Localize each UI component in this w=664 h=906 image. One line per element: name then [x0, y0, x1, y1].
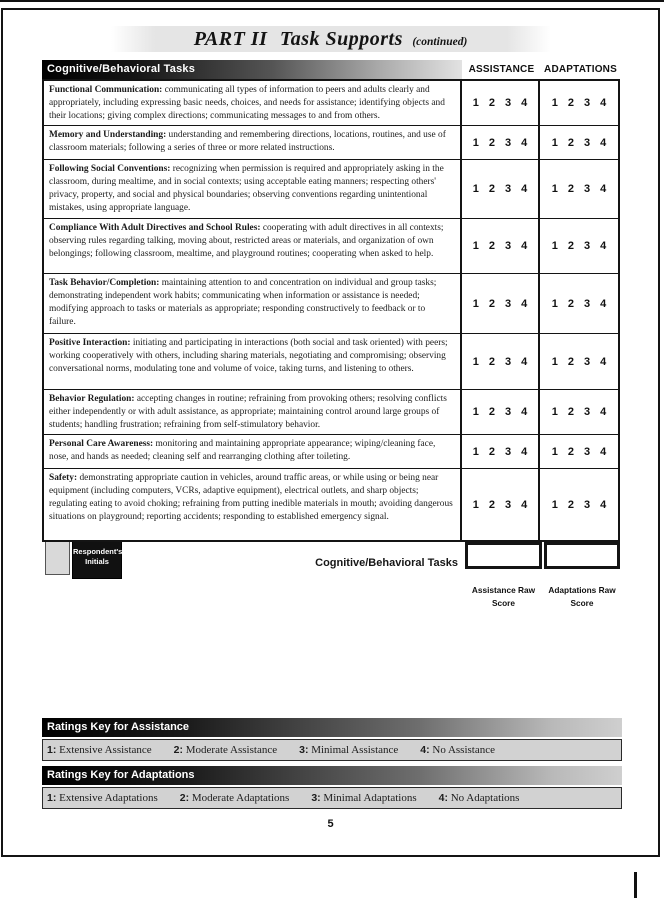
rating-number: 1	[472, 445, 479, 458]
rating-number: 4	[600, 406, 607, 418]
table-row	[44, 274, 618, 334]
rating-number: 1	[472, 183, 479, 195]
rating-number: 1	[551, 97, 558, 109]
title-continued: (continued)	[412, 36, 468, 48]
key-item: 3: Minimal Assistance	[299, 744, 399, 756]
rating-number: 1	[472, 97, 479, 109]
rating-number: 1	[551, 297, 558, 310]
respondents-initials-label: Respondent's Initials	[72, 542, 122, 579]
ratings-key-adaptations-items	[42, 787, 622, 809]
rating-number: 3	[584, 97, 591, 109]
task-label: Functional Communication:	[49, 85, 163, 95]
assistance-rating-cell	[462, 219, 540, 273]
rating-number: 4	[600, 240, 607, 252]
rating-number: 3	[584, 355, 591, 368]
assistance-rating-cell	[462, 469, 540, 540]
scan-edge-line	[0, 0, 664, 2]
rating-number: 4	[600, 183, 607, 195]
rating-number: 3	[505, 355, 512, 368]
task-description: initiating and participating in interactions (both social and task oriented) with peers; working cooperatively with others, including sharing materials, negotiating and compromising; observing conversational norms, modulating tone and volume of voice, taking turns, and listening to others.	[49, 338, 448, 374]
rating-number: 4	[600, 136, 607, 149]
adaptations-rating-cell	[540, 469, 618, 540]
rating-number: 3	[584, 240, 591, 252]
assistance-raw-score-box	[465, 542, 542, 569]
adaptations-rating-cell	[540, 274, 618, 333]
assistance-raw-score-label: Assistance Raw Score	[471, 585, 536, 609]
section-total-label: Cognitive/Behavioral Tasks	[315, 556, 458, 569]
adaptations-rating-cell	[540, 160, 618, 218]
adaptations-raw-score-box	[544, 542, 620, 569]
task-description: understanding and remembering directions, locations, routines, and use of classroom materials; following a series of three or more related instructions.	[49, 130, 446, 153]
rating-number: 4	[521, 445, 528, 458]
rating-number: 4	[600, 297, 607, 310]
rating-number: 2	[567, 97, 574, 109]
task-description: accepting changes in routine; refraining from provoking others; resolving conflicts either independently or with adult assistance, as appropriate; maintaining control around large groups of students; handling frustration; refraining from self-stimulatory behavior.	[49, 394, 447, 430]
column-header-assistance: ASSISTANCE	[468, 64, 535, 75]
rating-number: 4	[521, 297, 528, 310]
adaptations-rating-cell	[540, 81, 618, 125]
rating-number: 3	[505, 97, 512, 109]
rating-number: 2	[488, 445, 495, 458]
rating-number: 2	[488, 97, 495, 109]
key-item: 1: Extensive Adaptations	[47, 792, 158, 804]
rating-number: 2	[488, 498, 495, 511]
rating-number: 4	[521, 97, 528, 109]
task-label: Memory and Understanding:	[49, 130, 167, 140]
rating-number: 1	[551, 498, 558, 511]
table-row	[44, 390, 618, 435]
task-description-cell	[44, 469, 462, 540]
raw-score-labels	[42, 584, 620, 611]
table-row	[44, 219, 618, 274]
key-item: 1: Extensive Assistance	[47, 744, 152, 756]
rating-number: 2	[567, 355, 574, 368]
task-description-cell	[44, 274, 462, 333]
task-description: recognizing when permission is required and appropriately asking in the classroom, during mealtime, and in social contexts; using acceptable eating manners; respecting others' privacy, property, and social and physical boundaries; observing conventions regarding unintentional mistakes, using appropriate language.	[49, 164, 444, 213]
key-item: 2: Moderate Adaptations	[179, 792, 290, 804]
rating-number: 2	[567, 183, 574, 195]
rating-number: 2	[488, 183, 495, 195]
task-description-cell	[44, 160, 462, 218]
page-number: 5	[327, 818, 334, 830]
page-title	[111, 26, 551, 52]
ratings-keys	[42, 718, 622, 814]
rating-number: 2	[567, 240, 574, 252]
rating-number: 2	[488, 136, 495, 149]
task-description-cell	[44, 390, 462, 434]
adaptations-rating-cell	[540, 435, 618, 468]
rating-number: 3	[505, 406, 512, 418]
rating-number: 4	[600, 498, 607, 511]
assistance-rating-cell	[462, 334, 540, 389]
table-footer-row	[42, 542, 620, 579]
task-description-cell	[44, 81, 462, 125]
rating-number: 3	[505, 240, 512, 252]
adaptations-rating-cell	[540, 126, 618, 159]
page-border	[1, 8, 660, 857]
registration-mark	[634, 872, 637, 898]
table-row	[44, 334, 618, 390]
task-label: Safety:	[49, 473, 78, 483]
rating-number: 4	[521, 136, 528, 149]
rating-number: 2	[488, 355, 495, 368]
assistance-rating-cell	[462, 435, 540, 468]
rating-number: 4	[521, 240, 528, 252]
rating-number: 1	[472, 406, 479, 418]
rating-number: 4	[521, 355, 528, 368]
rating-number: 1	[472, 355, 479, 368]
rating-number: 3	[505, 297, 512, 310]
key-item: 4: No Adaptations	[438, 792, 520, 804]
rating-number: 4	[521, 183, 528, 195]
rating-number: 2	[488, 406, 495, 418]
task-description: monitoring and maintaining appropriate appearance; wiping/cleaning face, nose, and hands as needed; cleaning self and rearranging clothing after toileting.	[49, 439, 436, 462]
adaptations-raw-score-label: Adaptations Raw Score	[548, 585, 616, 609]
rating-number: 3	[505, 183, 512, 195]
assistance-rating-cell	[462, 160, 540, 218]
rating-number: 4	[521, 406, 528, 418]
rating-number: 1	[551, 445, 558, 458]
task-label: Personal Care Awareness:	[49, 439, 154, 449]
table-row	[44, 126, 618, 160]
rating-number: 2	[567, 445, 574, 458]
rating-number: 2	[567, 136, 574, 149]
ratings-key-adaptations-header: Ratings Key for Adaptations	[42, 766, 622, 785]
rating-number: 4	[600, 445, 607, 458]
rating-number: 1	[551, 136, 558, 149]
table-row	[44, 160, 618, 219]
task-description: cooperating with adult directives in all contexts; observing rules regarding talking, moving about, restricted areas or materials, and organization of own belongings; following classroom, mealtime, and playground routines; cooperating when asked to help.	[49, 223, 444, 259]
rating-number: 3	[584, 136, 591, 149]
rating-number: 3	[505, 445, 512, 458]
rating-number: 1	[472, 498, 479, 511]
column-header-adaptations: ADAPTATIONS	[544, 64, 617, 75]
rating-number: 3	[584, 297, 591, 310]
rating-number: 1	[551, 183, 558, 195]
adaptations-rating-cell	[540, 334, 618, 389]
rating-number: 2	[567, 498, 574, 511]
rating-number: 1	[472, 297, 479, 310]
rating-number: 2	[488, 297, 495, 310]
task-label: Task Behavior/Completion:	[49, 278, 160, 288]
ratings-key-assistance-items	[42, 739, 622, 761]
task-description-cell	[44, 435, 462, 468]
rating-number: 1	[551, 355, 558, 368]
rating-number: 2	[488, 240, 495, 252]
task-description: communicating all types of information to peers and adults clearly and appropriately, including expressing basic needs, choices, and needs for assistance; identifying objects and their locations; giving complex directions; communicating messages to and from others.	[49, 85, 445, 121]
assistance-rating-cell	[462, 81, 540, 125]
table-body	[42, 79, 620, 542]
rating-number: 1	[551, 406, 558, 418]
rating-number: 2	[567, 406, 574, 418]
key-item: 4: No Assistance	[420, 744, 496, 756]
rating-number: 3	[584, 406, 591, 418]
rating-number: 3	[584, 445, 591, 458]
task-description: demonstrating appropriate caution in vehicles, around traffic areas, or while using or being near equipment (including computers, VCRs, adaptive equipment), electrical outlets, and sharp objects; regulating eating to avoid choking; refraining from putting inedible materials in mouth; avoiding dangerous situations on playground; reporting accidents; responding to established emergency signal.	[49, 473, 453, 522]
task-description-cell	[44, 334, 462, 389]
table-row	[44, 81, 618, 126]
task-description-cell	[44, 126, 462, 159]
rating-number: 4	[600, 97, 607, 109]
assistance-rating-cell	[462, 274, 540, 333]
key-item: 2: Moderate Assistance	[173, 744, 278, 756]
title-main: Task Supports	[279, 28, 403, 50]
task-description: maintaining attention to and concentration on individual and group tasks; demonstrating independent work habits; communicating when information or assistance is needed; modifying approach to tasks or materials as appropriate; responding constructively to feedback or to failure.	[49, 278, 437, 327]
task-label: Following Social Conventions:	[49, 164, 171, 174]
task-label: Compliance With Adult Directives and School Rules:	[49, 223, 261, 233]
rating-number: 1	[551, 240, 558, 252]
assistance-rating-cell	[462, 390, 540, 434]
rating-number: 1	[472, 136, 479, 149]
rating-number: 3	[584, 498, 591, 511]
rating-number: 3	[505, 136, 512, 149]
adaptations-rating-cell	[540, 219, 618, 273]
key-item: 3: Minimal Adaptations	[311, 792, 417, 804]
table-row	[44, 469, 618, 540]
assistance-rating-cell	[462, 126, 540, 159]
section-header-bar: Cognitive/Behavioral Tasks	[42, 60, 462, 79]
title-part: PART II	[193, 28, 268, 50]
ratings-key-assistance-header: Ratings Key for Assistance	[42, 718, 622, 737]
rating-number: 3	[505, 498, 512, 511]
task-label: Behavior Regulation:	[49, 394, 135, 404]
table-header	[42, 60, 620, 79]
adaptations-rating-cell	[540, 390, 618, 434]
respondents-initials-box	[45, 542, 70, 575]
task-description-cell	[44, 219, 462, 273]
rating-number: 4	[600, 355, 607, 368]
task-supports-table	[42, 60, 620, 611]
rating-number: 4	[521, 498, 528, 511]
table-row	[44, 435, 618, 469]
rating-number: 1	[472, 240, 479, 252]
rating-number: 2	[567, 297, 574, 310]
task-label: Positive Interaction:	[49, 338, 131, 348]
rating-number: 3	[584, 183, 591, 195]
